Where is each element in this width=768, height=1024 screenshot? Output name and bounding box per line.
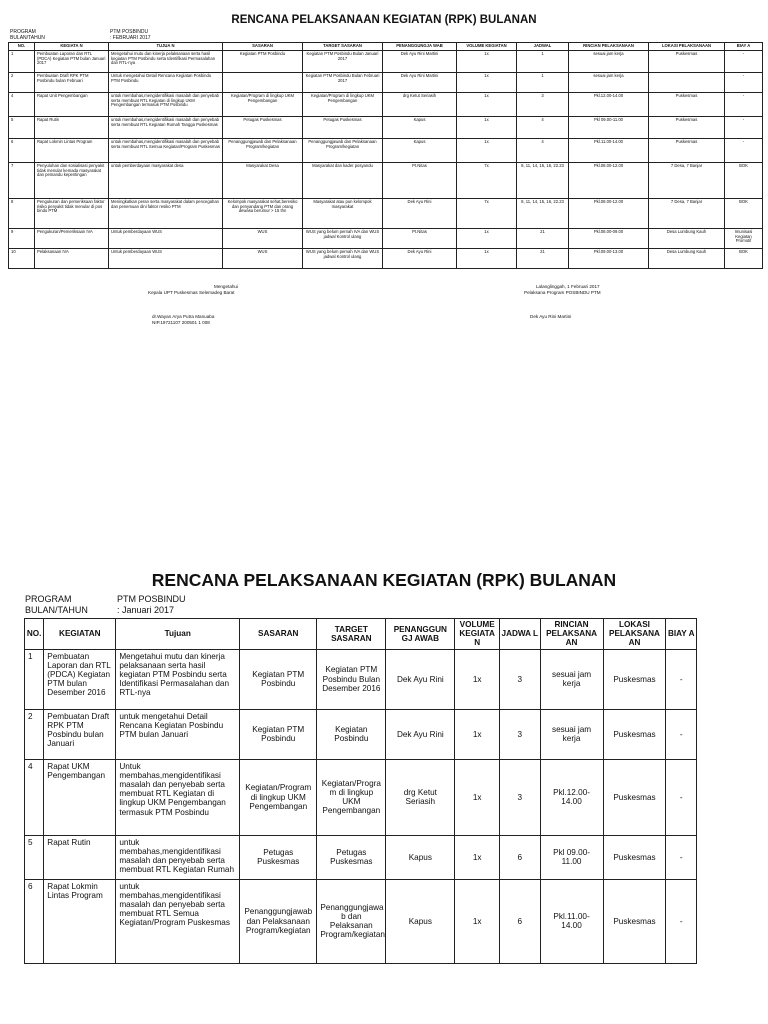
cell-biaya: - <box>666 835 697 879</box>
program-label: PROGRAM <box>25 594 72 604</box>
cell-no: 7 <box>9 162 35 198</box>
program-label: PROGRAM <box>10 29 36 35</box>
header-kegiatan: KEGIATAN <box>44 619 116 650</box>
cell-biaya: - <box>666 879 697 963</box>
cell-lokasi-pelaksanaan: 7 Desa, 7 Banjar <box>649 198 725 228</box>
header-biaya: BIAY A <box>666 619 697 650</box>
cell-volume-kegiatan: 1x <box>455 879 500 963</box>
cell-tujuan: Meningkatkan peran serta masyarakat dalam pencegahan dan penemuan dini faktor resiko PTM <box>109 198 223 228</box>
header-jadwal: JADWAL <box>517 43 569 51</box>
cell-volume-kegiatan: 7x <box>457 162 517 198</box>
header-penanggung-jawab: PENANGGUN GJ AWAB <box>386 619 455 650</box>
table-row <box>9 138 763 162</box>
cell-biaya: BOK <box>725 162 763 198</box>
cell-rincian-pelaksanaan: sesuai jam kerja <box>540 649 603 709</box>
cell-target-sasaran: Kegiatan PTM Posbindu Bulan Februari 2017 <box>303 72 383 92</box>
header-kegiatan: KEGIATA N <box>35 43 109 51</box>
cell-lokasi-pelaksanaan: Puskesmas <box>603 879 666 963</box>
period-value: : Januari 2017 <box>117 605 175 615</box>
table-row <box>25 759 697 835</box>
signature-left-line1: Mengetahui <box>214 284 239 289</box>
cell-penanggung-jawab: Kapus <box>386 835 455 879</box>
cell-rincian-pelaksanaan: Pkl.12.00-14.00 <box>569 92 649 116</box>
document-meta-2 <box>25 594 186 616</box>
cell-target-sasaran: Kegiatan/Progra m di lingkup UKM Pengembangan <box>317 759 386 835</box>
cell-biaya: - <box>725 138 763 162</box>
cell-no: 2 <box>25 709 44 759</box>
cell-jadwal: 21 <box>517 228 569 248</box>
cell-penanggung-jawab: Dek Ayu Rini <box>386 649 455 709</box>
cell-jadwal: 3 <box>517 92 569 116</box>
cell-biaya: - <box>725 92 763 116</box>
table-row <box>9 50 763 72</box>
cell-volume-kegiatan: 1x <box>457 50 517 72</box>
cell-target-sasaran: WUS yang belum pernah IVA dan WUS jadwal Kontrol ulang <box>303 228 383 248</box>
cell-volume-kegiatan: 1x <box>455 835 500 879</box>
cell-lokasi-pelaksanaan: Puskesmas <box>649 138 725 162</box>
cell-tujuan: untuk membahas,mengidentifikasi masalah dan penyebab serta membuat RTL Kegiatan di lingkup UKM Pengembangan termasuk PTM Posbindu <box>109 92 223 116</box>
header-target-sasaran: TARGET SASARAN <box>317 619 386 650</box>
cell-penanggung-jawab: Pt.Nitas <box>383 228 457 248</box>
cell-jadwal: 8, 11, 14, 15, 16, 22.23 <box>517 162 569 198</box>
cell-biaya: - <box>725 50 763 72</box>
table-row <box>9 116 763 138</box>
rpk-table-january <box>24 618 697 964</box>
cell-biaya: - <box>725 116 763 138</box>
cell-lokasi-pelaksanaan: Puskesmas <box>603 649 666 709</box>
cell-kegiatan: Pembuatan Draft RPK PTM Posbindu bulan Januari <box>44 709 116 759</box>
cell-rincian-pelaksanaan: Pkl.08.00-12.00 <box>569 162 649 198</box>
cell-lokasi-pelaksanaan: Puskesmas <box>603 835 666 879</box>
cell-no: 6 <box>9 138 35 162</box>
cell-biaya: Imunisasi Kegiatan Promotif <box>725 228 763 248</box>
cell-tujuan: untuk membahas,mengidentifikasi masalah dan penyebab serta membuat RTL Semua Kegiatan/Program Puskesmas <box>109 138 223 162</box>
cell-kegiatan: Pengukuran/Pemeriksaan IVA <box>35 228 109 248</box>
signature-right-line2: Pelaksana Program POSBINDU PTM <box>524 290 601 295</box>
header-tujuan: Tujuan <box>116 619 240 650</box>
cell-sasaran: Petugas Puskesmas <box>240 835 317 879</box>
cell-no: 4 <box>9 92 35 116</box>
cell-rincian-pelaksanaan: Pkl.08.00-12.00 <box>569 198 649 228</box>
cell-kegiatan: Rapat Unit Pengembangan <box>35 92 109 116</box>
cell-rincian-pelaksanaan: Pkl 09.00-11.00 <box>569 116 649 138</box>
program-value: PTM POSBINDU <box>117 594 186 604</box>
header-no: NO. <box>9 43 35 51</box>
cell-jadwal: 3 <box>500 649 541 709</box>
header-sasaran: SASARAN <box>223 43 303 51</box>
header-biaya: BIAY A <box>725 43 763 51</box>
cell-jadwal: 4 <box>517 138 569 162</box>
header-tujuan: TUJUA N <box>109 43 223 51</box>
cell-penanggung-jawab: Dek Ayu Rini Martini <box>383 50 457 72</box>
cell-tujuan: untuk membahas,mengidentifikasi masalah dan penyebab serta membuat RTL Kegiatan Rumah Tangga Puskesmas <box>109 116 223 138</box>
cell-sasaran: Kelompok masyarakat sehat,beresiko dan penyandang PTM dan orang dewasa berumur > 15 thn <box>223 198 303 228</box>
header-lokasi-pelaksanaan: LOKASI PELAKSANA AN <box>603 619 666 650</box>
cell-penanggung-jawab: Dek Ayu Rini <box>383 248 457 268</box>
cell-rincian-pelaksanaan: Pkl.08.00-09.00 <box>569 228 649 248</box>
header-rincian-pelaksanaan: RINCIAN PELAKSANA AN <box>540 619 603 650</box>
cell-kegiatan: Pengukuran dan pemeriksaan faktor risiko penyakit tidak menular di pos bindu PTM <box>35 198 109 228</box>
cell-volume-kegiatan: 1x <box>457 248 517 268</box>
cell-tujuan: untuk membahas,mengidentifikasi masalah dan penyebab serta membuat RTL Kegiatan Rumah <box>116 835 240 879</box>
header-target-sasaran: TARGET SASARAN <box>303 43 383 51</box>
signature-right <box>524 284 601 320</box>
cell-kegiatan: Rapat Lokmin Lintas Program <box>35 138 109 162</box>
header-jadwal: JADWA L <box>500 619 541 650</box>
cell-volume-kegiatan: 1x <box>457 138 517 162</box>
table-row <box>25 709 697 759</box>
cell-target-sasaran: Masyarakat atau pun kelompok masyarakat <box>303 198 383 228</box>
table-row <box>25 649 697 709</box>
cell-jadwal: 1 <box>517 50 569 72</box>
document-page-february <box>0 0 768 500</box>
cell-tujuan: Untuk pemberdayaan WUS <box>109 248 223 268</box>
cell-volume-kegiatan: 7x <box>457 198 517 228</box>
cell-kegiatan: Rapat UKM Pengembangan <box>44 759 116 835</box>
cell-tujuan: untuk membahas,mengidentifikasi masalah dan penyebab serta membuat RTL Semua Kegiatan/Program Puskesmas <box>116 879 240 963</box>
cell-sasaran: Penanggungjawab dan Pelaksanaan Program/kegiatan <box>223 138 303 162</box>
cell-jadwal: 8, 11, 14, 15, 16, 22.23 <box>517 198 569 228</box>
cell-rincian-pelaksanaan: sesuai jam kerja <box>569 50 649 72</box>
cell-sasaran: Kegiatan PTM Posbindu <box>240 649 317 709</box>
cell-kegiatan: Pelaksanaan IVA <box>35 248 109 268</box>
cell-tujuan: untuk mengetahui Detail Rencana Kegiatan Posbindu PTM bulan Januari <box>116 709 240 759</box>
table-row <box>9 92 763 116</box>
cell-target-sasaran: Kegiatan Posbindu <box>317 709 386 759</box>
cell-lokasi-pelaksanaan: Desa Lumbung Kauh <box>649 228 725 248</box>
table-row <box>9 162 763 198</box>
cell-tujuan: Untuk pemberdayaan WUS <box>109 228 223 248</box>
cell-target-sasaran: Penanggungjawa b dan Pelaksanan Program/kegiatan <box>317 879 386 963</box>
cell-tujuan: Mengetahui mutu dan kinerja pelaksanaan serta hasil kegiatan PTM Posbindu serta Identifikasi Permasalahan dan RTL-nya <box>116 649 240 709</box>
cell-volume-kegiatan: 1x <box>457 72 517 92</box>
table-row <box>25 835 697 879</box>
header-no: NO. <box>25 619 44 650</box>
cell-rincian-pelaksanaan: Pkl.12.00-14.00 <box>540 759 603 835</box>
table-row <box>9 198 763 228</box>
table-header-row <box>25 619 697 650</box>
cell-target-sasaran: Masyarakat dan kader posyandu <box>303 162 383 198</box>
cell-biaya: - <box>725 72 763 92</box>
cell-sasaran: Petugas Puskesmas <box>223 116 303 138</box>
document-page-january <box>0 560 768 1024</box>
cell-lokasi-pelaksanaan: Puskesmas <box>649 116 725 138</box>
header-sasaran: SASARAN <box>240 619 317 650</box>
cell-tujuan: Mengetahui mutu dan kinerja pelaksanaan serta hasil kegiatan PTM Posbindu serta Identifikasi Permasalahan dan RTL-nya <box>109 50 223 72</box>
cell-penanggung-jawab: Pt.Nitas <box>383 162 457 198</box>
cell-jadwal: 4 <box>517 116 569 138</box>
cell-no: 2 <box>9 72 35 92</box>
cell-no: 1 <box>25 649 44 709</box>
cell-jadwal: 6 <box>500 835 541 879</box>
cell-sasaran: Masyarakat Desa <box>223 162 303 198</box>
cell-sasaran: Kegiatan PTM Posbindu <box>240 709 317 759</box>
cell-kegiatan: Pembuatan Laporan dan RTL (PDCA) Kegiatan PTM bulan Januari 2017 <box>35 50 109 72</box>
cell-kegiatan: Rapat Rutin <box>44 835 116 879</box>
cell-penanggung-jawab: Dek Ayu Rini Martini <box>383 72 457 92</box>
cell-lokasi-pelaksanaan: 7 Desa, 7 Banjar <box>649 162 725 198</box>
cell-sasaran: WUS <box>223 228 303 248</box>
cell-kegiatan: Rapat Rutin <box>35 116 109 138</box>
cell-no: 4 <box>25 759 44 835</box>
cell-jadwal: 3 <box>500 709 541 759</box>
cell-no: 6 <box>25 879 44 963</box>
cell-kegiatan: Pembuatan Draft RPK PTM Posbindu bulan Februari <box>35 72 109 92</box>
cell-rincian-pelaksanaan: Pkl.11.00-14.00 <box>540 879 603 963</box>
period-label: BULAN/TAHUN <box>10 35 45 41</box>
signature-left-line2: Kepala UPT Puskesmas Selemadeg Barat <box>148 290 235 295</box>
cell-penanggung-jawab: Kapus <box>386 879 455 963</box>
cell-lokasi-pelaksanaan: Desa Lumbung Kauh <box>649 248 725 268</box>
cell-lokasi-pelaksanaan: Puskesmas <box>603 759 666 835</box>
cell-sasaran: Penanggungjawab dan Pelaksanaan Program/kegiatan <box>240 879 317 963</box>
cell-rincian-pelaksanaan: Pkl.09.00-13.00 <box>569 248 649 268</box>
document-meta <box>10 29 151 41</box>
header-volume-kegiatan: VOLUME KEGIATAN <box>457 43 517 51</box>
cell-penanggung-jawab: drg Ketut Seriasih <box>383 92 457 116</box>
cell-no: 10 <box>9 248 35 268</box>
cell-kegiatan: Pembuatan Laporan dan RTL (PDCA) Kegiatan PTM bulan Desember 2016 <box>44 649 116 709</box>
signature-left-nip: NIP.19721107 200501 1 008 <box>152 320 210 325</box>
cell-lokasi-pelaksanaan: Puskesmas <box>649 92 725 116</box>
page-title: RENCANA PELAKSANAAN KEGIATAN (RPK) BULANAN <box>231 14 537 26</box>
table-row <box>9 72 763 92</box>
cell-lokasi-pelaksanaan: Puskesmas <box>603 709 666 759</box>
cell-sasaran: Kegiatan PTM Posbindu <box>223 50 303 72</box>
cell-penanggung-jawab: Dek Ayu Rini <box>383 198 457 228</box>
table-row <box>9 228 763 248</box>
cell-target-sasaran: Penanggungjawab dan Pelaksanaan Program/kegiatan <box>303 138 383 162</box>
cell-target-sasaran: Kegiatan/Program di lingkup UKM Pengembangan <box>303 92 383 116</box>
cell-no: 5 <box>9 116 35 138</box>
cell-biaya: BOK <box>725 248 763 268</box>
cell-lokasi-pelaksanaan <box>649 72 725 92</box>
signature-right-name: Dek Ayu Rini Martini <box>530 314 572 319</box>
cell-target-sasaran: Kegiatan PTM Posbindu Bulan Desember 2016 <box>317 649 386 709</box>
header-lokasi-pelaksanaan: LOKASI PELAKSANAAN <box>649 43 725 51</box>
cell-tujuan: untuk pemberdayaan masyarakat desa <box>109 162 223 198</box>
signature-left <box>148 284 239 326</box>
period-value: : FEBRUARI 2017 <box>110 35 151 41</box>
cell-biaya: - <box>666 709 697 759</box>
table-row <box>9 248 763 268</box>
cell-jadwal: 6 <box>500 879 541 963</box>
cell-target-sasaran: WUS yang belum pernah IVA dan WUS jadwal Kontrol ulang <box>303 248 383 268</box>
table-header-row <box>9 43 763 51</box>
cell-no: 5 <box>25 835 44 879</box>
cell-tujuan: Untuk membahas,mengidentifikasi masalah dan penyebab serta membuat RTL Kegiatan di lingkup UKM Pengembangan termasuk PTM Posbindu <box>116 759 240 835</box>
signature-left-name: dr.Wayan Arya Putra Manuaba <box>152 314 215 319</box>
cell-tujuan: Untuk mengetahui Detail Rencana Kegiatan Posbindu PTM Posbindu <box>109 72 223 92</box>
cell-jadwal: 3 <box>500 759 541 835</box>
cell-sasaran: WUS <box>223 248 303 268</box>
cell-penanggung-jawab: Dek Ayu Rini <box>386 709 455 759</box>
cell-biaya: - <box>666 759 697 835</box>
period-label: BULAN/TAHUN <box>25 605 88 615</box>
cell-jadwal: 21 <box>517 248 569 268</box>
header-penanggung-jawab: PENANGGUNGJA WAB <box>383 43 457 51</box>
cell-no: 8 <box>9 198 35 228</box>
cell-target-sasaran: Kegiatan PTM Posbindu Bulan Januari 2017 <box>303 50 383 72</box>
cell-rincian-pelaksanaan: sesuai jam kerja <box>540 709 603 759</box>
cell-biaya: - <box>666 649 697 709</box>
cell-penanggung-jawab: drg Ketut Seriasih <box>386 759 455 835</box>
cell-penanggung-jawab: Kapus <box>383 138 457 162</box>
cell-rincian-pelaksanaan: Pkl.11.00-14.00 <box>569 138 649 162</box>
cell-kegiatan: Rapat Lokmin Lintas Program <box>44 879 116 963</box>
rpk-table-february <box>8 42 763 269</box>
cell-volume-kegiatan: 1x <box>455 649 500 709</box>
cell-volume-kegiatan: 1x <box>457 116 517 138</box>
cell-lokasi-pelaksanaan: Puskesmas <box>649 50 725 72</box>
cell-penanggung-jawab: Kapus <box>383 116 457 138</box>
header-volume-kegiatan: VOLUME KEGIATA N <box>455 619 500 650</box>
cell-biaya: BOK <box>725 198 763 228</box>
header-rincian-pelaksanaan: RINCIAN PELAKSANAAN <box>569 43 649 51</box>
program-value: PTM POSBINDU <box>110 29 149 35</box>
cell-target-sasaran: Petugas Puskesmas <box>303 116 383 138</box>
cell-rincian-pelaksanaan: sesuai jam kerja <box>569 72 649 92</box>
cell-sasaran: Kegiatan/Program di lingkup UKM Pengembangan <box>223 92 303 116</box>
cell-volume-kegiatan: 1x <box>455 709 500 759</box>
cell-volume-kegiatan: 1x <box>457 92 517 116</box>
page-title-2: RENCANA PELAKSANAAN KEGIATAN (RPK) BULANAN <box>151 570 617 590</box>
cell-volume-kegiatan: 1x <box>457 228 517 248</box>
cell-kegiatan: Penyuluhan dan sosialisasi penyakit tidak menular kemada masyarakat dan pemandu kepentingan <box>35 162 109 198</box>
table-row <box>25 879 697 963</box>
cell-no: 9 <box>9 228 35 248</box>
cell-rincian-pelaksanaan: Pkl 09.00-11.00 <box>540 835 603 879</box>
cell-target-sasaran: Petugas Puskesmas <box>317 835 386 879</box>
cell-sasaran: Kegiatan/Program di lingkup UKM Pengembangan <box>240 759 317 835</box>
cell-sasaran <box>223 72 303 92</box>
signature-right-line1: Lalanglinggah, 1 Februari 2017 <box>536 284 600 289</box>
cell-no: 1 <box>9 50 35 72</box>
cell-volume-kegiatan: 1x <box>455 759 500 835</box>
cell-jadwal: 1 <box>517 72 569 92</box>
